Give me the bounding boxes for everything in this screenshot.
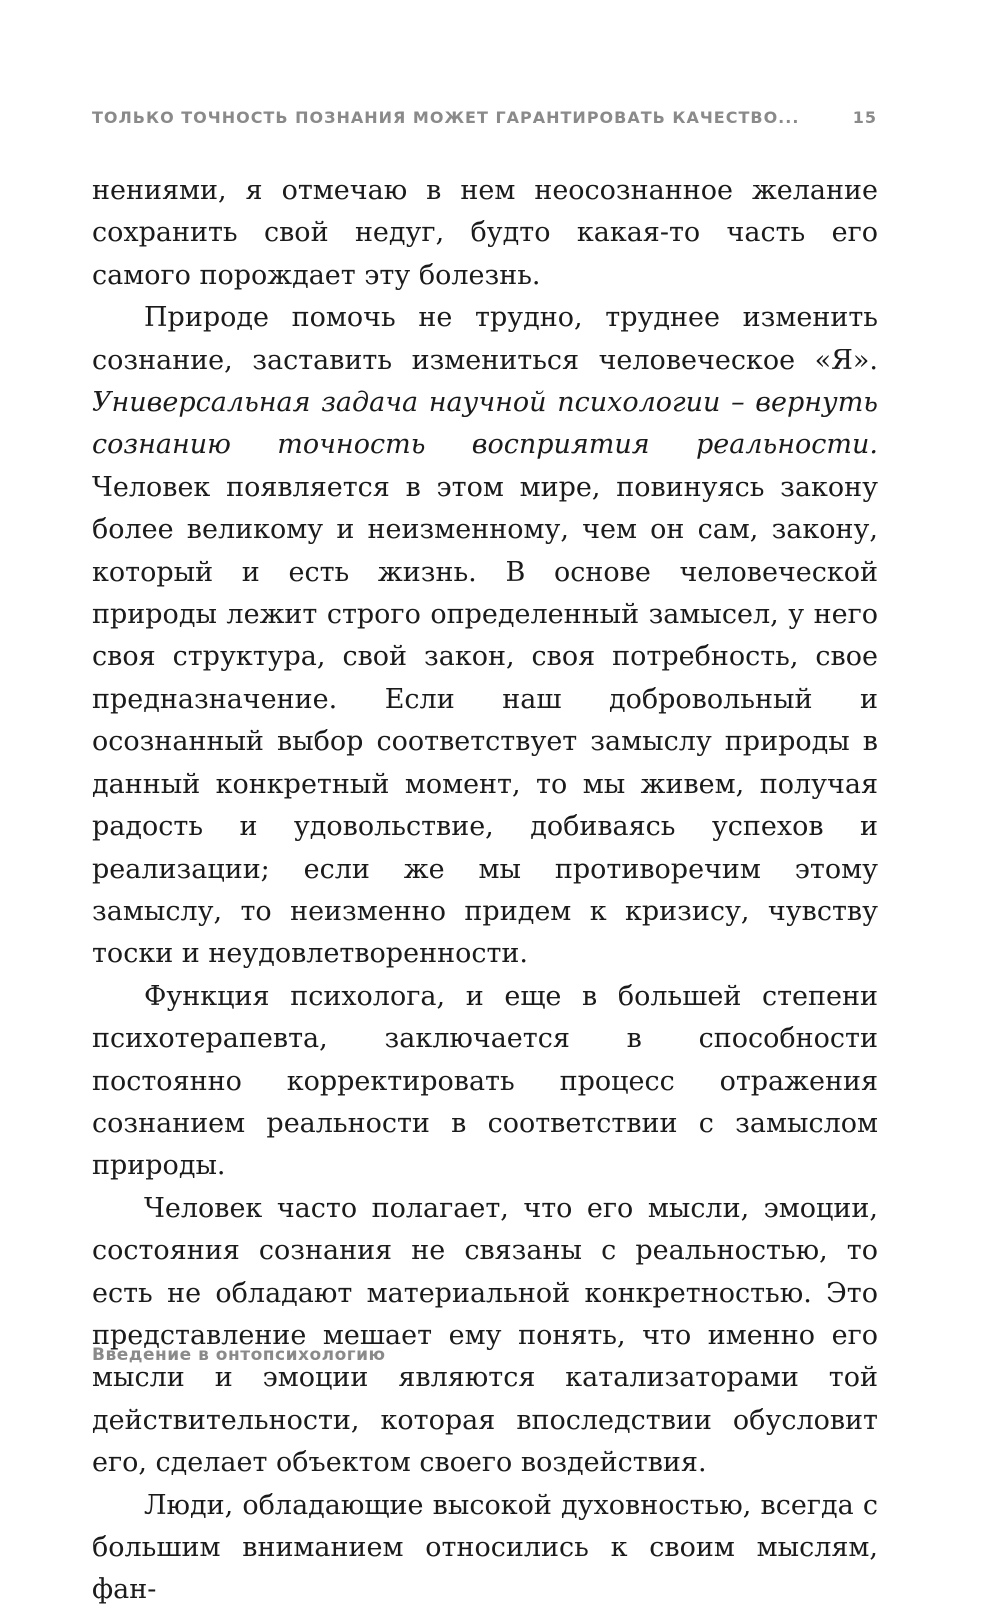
running-title: ТОЛЬКО ТОЧНОСТЬ ПОЗНАНИЯ МОЖЕТ ГАРАНТИРОВАТЬ КАЧЕСТВО...: [92, 108, 800, 127]
body-text: [92, 170, 878, 1612]
paragraph-1: нениями, я отмечаю в нем неосознанное желание сохранить свой недуг, будто какая-то часть его самого порождает эту болезнь.: [92, 175, 878, 291]
running-head: [92, 108, 877, 132]
paragraph-5: Люди, обладающие высокой духовностью, всегда с большим вниманием относились к своим мыслям, фан-: [92, 1489, 878, 1606]
paragraph-2-italic: Универсальная задача научной психологии – вернуть сознанию точность восприятия реальности.: [92, 387, 878, 461]
page-number: 15: [852, 108, 877, 127]
paragraph-2-start: Природе помочь не трудно, труднее изменить сознание, заставить измениться человеческое «Я».: [92, 302, 878, 376]
paragraph-2-end: Человек появляется в этом мире, повинуясь закону более великому и неизменному, чем он сам, закону, который и есть жизнь. В основе человеческой природы лежит строго определенный замысел, у него своя структура, свой закон, своя потребность, свое предназначение. Если наш добровольный и осознанный выбор соответствует замыслу природы в данный конкретный момент, то мы живем, получая радость и удовольствие, добиваясь успехов и реализации; если же мы противоречим этому замыслу, то неизменно придем к кризису, чувству тоски и неудовлетворенности.: [92, 471, 878, 970]
paragraph-4: Человек часто полагает, что его мысли, эмоции, состояния сознания не связаны с реальностью, то есть не обладают материальной конкретностью. Это представление мешает ему понять, что именно его мысли и эмоции являются катализаторами той действительности, которая впоследствии обусловит его, сделает объектом своего воздействия.: [92, 1192, 878, 1479]
paragraph-2: [92, 297, 878, 976]
paragraph-3: Функция психолога, и еще в большей степени психотерапевта, заключается в способности постоянно корректировать процесс отражения сознанием реальности в соответствии с замыслом природы.: [92, 980, 878, 1182]
footer-book-title: Введение в онтопсихологию: [92, 1345, 386, 1365]
